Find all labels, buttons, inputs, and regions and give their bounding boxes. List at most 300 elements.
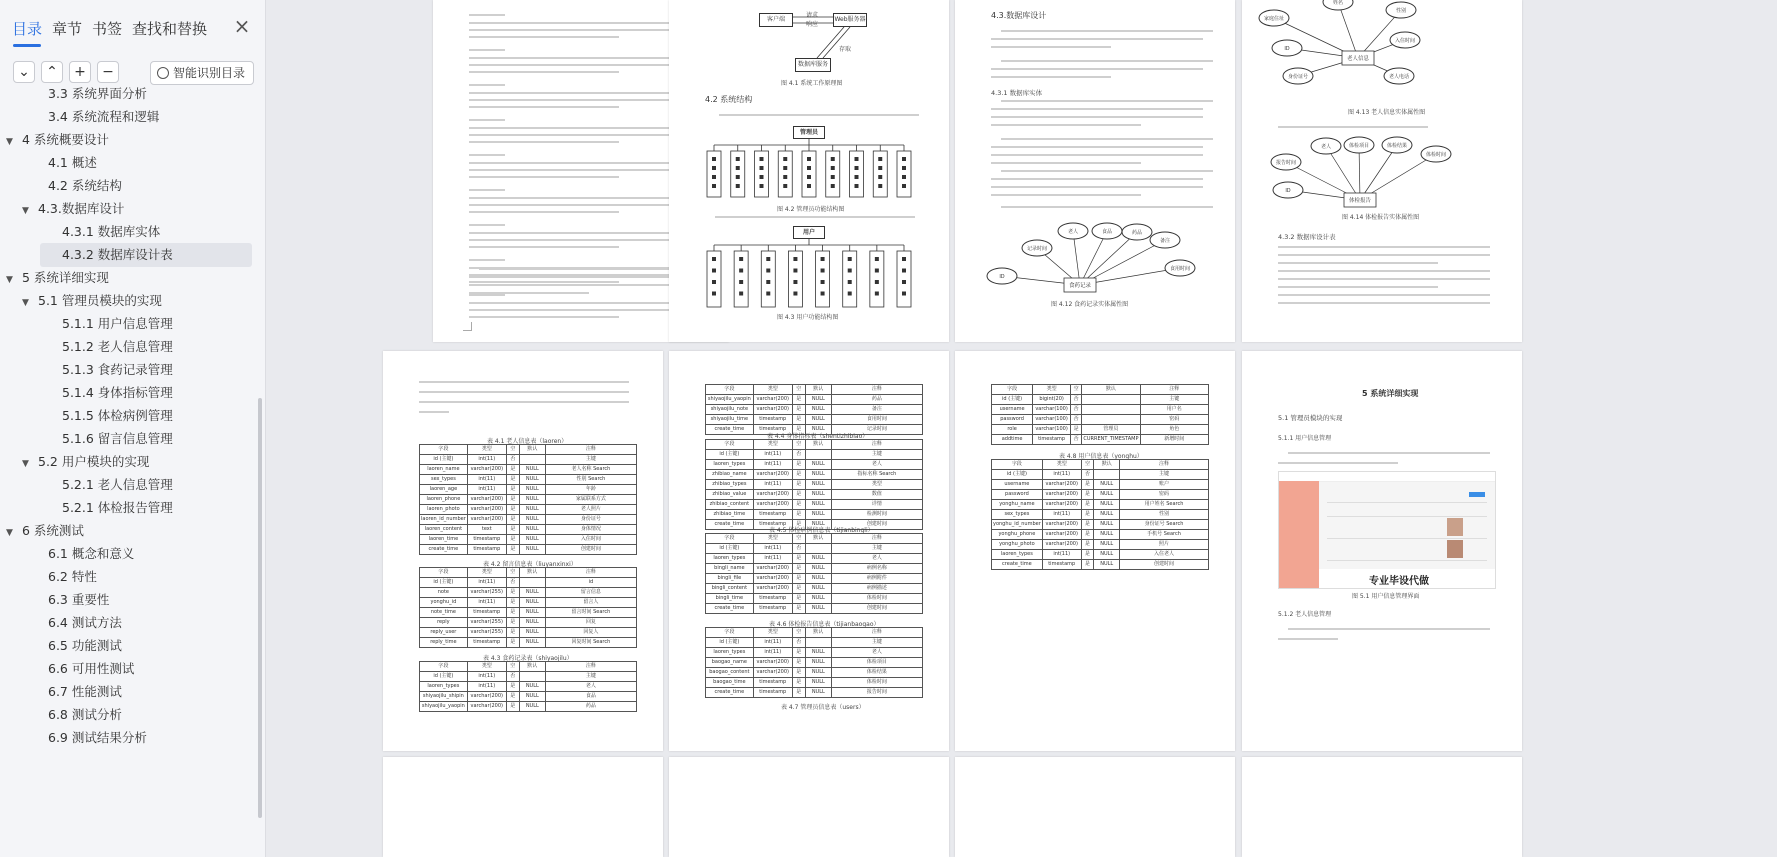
toc-item[interactable] <box>62 428 173 450</box>
table-row <box>706 594 923 604</box>
toc-item[interactable] <box>48 589 109 611</box>
expand-toggle-icon[interactable]: ▼ <box>6 528 13 538</box>
table-cell: bingli_content <box>706 584 754 594</box>
toc-item[interactable] <box>62 221 160 243</box>
table-cell: zhibiao_types <box>706 480 754 490</box>
table-row <box>420 505 637 515</box>
toc-item-label: 6.7 性能测试 <box>48 684 122 699</box>
table-cell: NULL <box>1094 500 1120 510</box>
expand-toggle-icon[interactable]: ▼ <box>22 206 29 216</box>
table-header-cell: 字段 <box>706 628 754 638</box>
table-cell: zhibiao_time <box>706 510 754 520</box>
text-line <box>991 68 1203 70</box>
table-cell: 类型 <box>831 480 922 490</box>
table-cell: 食用时间 <box>831 415 922 425</box>
screenshot-figure <box>1278 471 1496 589</box>
table-row <box>992 395 1209 405</box>
text-line <box>991 108 1203 110</box>
table-cell: 身体情况 <box>545 525 636 535</box>
toc-item[interactable] <box>48 106 159 128</box>
chevron-up-icon: ⌃ <box>46 64 58 80</box>
table-cell: id (主键) <box>992 470 1043 480</box>
table-cell: NULL <box>519 628 545 638</box>
table-cell: 主键 <box>1120 470 1209 480</box>
table-cell: varchar(255) <box>467 588 506 598</box>
table-cell: sex_types <box>420 475 468 485</box>
toc-item-label: 3.3 系统界面分析 <box>48 86 147 101</box>
text-line <box>991 186 1203 188</box>
table-cell: NULL <box>805 648 831 658</box>
toc-item[interactable] <box>48 635 122 657</box>
table-cell: varchar(200) <box>467 702 506 712</box>
add-heading-button[interactable] <box>69 61 91 83</box>
toc-item-label: 5.2 用户模块的实现 <box>38 454 150 469</box>
table-header-cell: 类型 <box>1042 460 1081 470</box>
table-cell: 是 <box>506 465 519 475</box>
table-cell: NULL <box>519 515 545 525</box>
table-header-row <box>992 460 1209 470</box>
table-cell: zhibiao_content <box>706 500 754 510</box>
expand-all-button[interactable] <box>41 61 63 83</box>
toc-item[interactable] <box>62 474 173 496</box>
toc-scrollbar[interactable] <box>258 398 262 818</box>
table-cell: int(11) <box>753 638 792 648</box>
toc-item[interactable] <box>48 727 147 749</box>
table-cell: 是 <box>1081 550 1094 560</box>
table-cell: NULL <box>805 510 831 520</box>
text-line <box>469 134 691 136</box>
table-row <box>420 535 637 545</box>
table-laoren <box>419 444 637 555</box>
toc-item-label: 5.1.5 体检病例管理 <box>62 408 173 423</box>
table-cell: 老人 <box>545 682 636 692</box>
table-cell <box>1082 405 1140 415</box>
toc-item[interactable] <box>62 336 173 358</box>
toc-item[interactable] <box>48 681 122 703</box>
table-cell: zhibiao_value <box>706 490 754 500</box>
text-line <box>469 204 691 206</box>
table-cell: 创建时间 <box>1120 560 1209 570</box>
toc-item[interactable] <box>48 704 122 726</box>
table-cell: int(11) <box>753 450 792 460</box>
table-shiyaojilu-continued <box>705 384 923 435</box>
table-header-row <box>420 568 637 578</box>
table-cell: 否 <box>506 578 519 588</box>
table-cell: yonghu_phone <box>992 530 1043 540</box>
table-cell: yonghu_id <box>420 598 468 608</box>
table-cell: 密码 <box>1140 415 1209 425</box>
text-line <box>469 14 505 16</box>
toc-item[interactable] <box>48 612 122 634</box>
edge-label-request: 请求 <box>806 12 819 19</box>
table-cell: NULL <box>805 470 831 480</box>
figure-caption: 图 4.2 管理员功能结构图 <box>777 206 845 213</box>
table-row <box>420 598 637 608</box>
table-row <box>420 638 637 648</box>
table-cell: addtime <box>992 435 1033 445</box>
text-line <box>469 64 691 66</box>
text-line <box>469 276 691 278</box>
table-cell: NULL <box>805 584 831 594</box>
toc-item-label: 6.4 测试方法 <box>48 615 122 630</box>
table-cell: 是 <box>1081 540 1094 550</box>
table-cell: reply_user <box>420 628 468 638</box>
toc-item[interactable] <box>62 313 173 335</box>
document-page-8[interactable] <box>1242 351 1522 751</box>
document-page-10[interactable] <box>669 757 949 857</box>
table-row <box>420 475 637 485</box>
screenshot-photo <box>1447 540 1463 558</box>
table-row <box>706 500 923 510</box>
smart-recognize-toc-button[interactable] <box>150 61 254 85</box>
close-panel-button[interactable]: × <box>233 14 251 38</box>
text-line <box>469 292 589 294</box>
table-cell: 留言信息 <box>545 588 636 598</box>
table-cell: int(11) <box>467 682 506 692</box>
toc-item[interactable] <box>22 451 149 473</box>
table-cell: 是 <box>506 485 519 495</box>
text-line <box>1288 628 1490 630</box>
toc-item[interactable] <box>48 543 134 565</box>
table-cell: 是 <box>506 598 519 608</box>
table-cell: 家属联系方式 <box>545 495 636 505</box>
table-cell: NULL <box>519 608 545 618</box>
table-cell: laoren_types <box>706 554 754 564</box>
toc-item-label: 5.1.2 老人信息管理 <box>62 339 173 354</box>
table-cell: 病例附件 <box>831 574 922 584</box>
table-cell: reply_time <box>420 638 468 648</box>
table-header-cell: 默认 <box>805 385 831 395</box>
text-line <box>479 268 693 270</box>
er-attribute-label: 体检项目 <box>1348 143 1370 149</box>
toc-item-label: 5.1.3 食药记录管理 <box>62 362 173 377</box>
toc-item-label: 5.1.1 用户信息管理 <box>62 316 173 331</box>
figure-caption: 图 5.1 用户信息管理界面 <box>1352 593 1420 600</box>
text-line <box>469 232 691 234</box>
expand-toggle-icon[interactable]: ▼ <box>6 275 13 285</box>
table-row <box>992 405 1209 415</box>
page-corner-mark <box>463 322 472 331</box>
toc-item-label: 5 系统详细实现 <box>22 270 109 285</box>
table-cell: NULL <box>1094 480 1120 490</box>
table-cell: NULL <box>805 490 831 500</box>
document-page-5[interactable] <box>383 351 663 751</box>
screenshot-row <box>1327 516 1487 517</box>
table-cell: 是 <box>506 702 519 712</box>
table-row <box>706 480 923 490</box>
toc-item[interactable] <box>48 658 134 680</box>
toc-item[interactable] <box>6 520 84 542</box>
table-cell: 老人 <box>831 460 922 470</box>
table-cell: note_time <box>420 608 468 618</box>
text-line <box>469 84 505 86</box>
toc-item[interactable] <box>48 83 147 105</box>
toc-item[interactable] <box>62 244 173 266</box>
text-line <box>1278 286 1438 288</box>
table-cell: int(11) <box>753 480 792 490</box>
text-line <box>1278 278 1490 280</box>
table-header-cell: 空 <box>792 440 805 450</box>
table-cell: varchar(200) <box>753 470 792 480</box>
table-cell: 回复 <box>545 618 636 628</box>
er-entity-label: 食药记录 <box>1068 283 1092 289</box>
text-line <box>991 146 1203 148</box>
table-cell: 主键 <box>831 638 922 648</box>
table-cell: NULL <box>805 554 831 564</box>
table-row <box>420 465 637 475</box>
text-line <box>469 29 691 31</box>
table-cell: 留言人 <box>545 598 636 608</box>
table-cell: 主键 <box>545 672 636 682</box>
text-line <box>1001 170 1213 172</box>
table-cell: int(11) <box>753 544 792 554</box>
table-cell: varchar(255) <box>467 618 506 628</box>
admin-structure-tree <box>669 139 949 199</box>
table-cell: varchar(200) <box>467 515 506 525</box>
table-cell: 是 <box>792 648 805 658</box>
toc-item[interactable] <box>22 290 162 312</box>
table-cell: 账户 <box>1120 480 1209 490</box>
tab-chapters[interactable]: 章节 <box>52 20 83 38</box>
table-cell: 是 <box>792 574 805 584</box>
table-cell: NULL <box>519 618 545 628</box>
table-cell: 药品 <box>545 702 636 712</box>
table-cell: 否 <box>1071 395 1082 405</box>
table-row <box>706 678 923 688</box>
table-caption: 表 4.8 用户信息表（yonghu） <box>1059 453 1143 460</box>
text-line <box>419 411 449 413</box>
table-cell: 是 <box>792 584 805 594</box>
toc-item[interactable] <box>62 497 173 519</box>
table-header-cell: 类型 <box>1033 385 1071 395</box>
table-cell: 是 <box>792 594 805 604</box>
table-header-cell: 字段 <box>992 385 1033 395</box>
er-attribute-label: 老人 <box>1067 229 1079 235</box>
table-cell: NULL <box>519 598 545 608</box>
er-attribute-label: ID <box>1284 46 1290 52</box>
table-row <box>992 415 1209 425</box>
table-cell: NULL <box>1094 510 1120 520</box>
table-header-cell: 注释 <box>831 385 922 395</box>
table-cell: NULL <box>805 425 831 435</box>
table-cell: 体检时间 <box>831 594 922 604</box>
text-line <box>469 284 691 286</box>
table-cell: 是 <box>792 415 805 425</box>
table-cell: varchar(200) <box>1042 520 1081 530</box>
table-cell: NULL <box>519 588 545 598</box>
table-cell: 用户姓名 Search <box>1120 500 1209 510</box>
collapse-all-button[interactable] <box>13 61 35 83</box>
table-cell: NULL <box>805 688 831 698</box>
table-cell: 否 <box>1081 470 1094 480</box>
table-cell: NULL <box>805 480 831 490</box>
table-cell: varchar(200) <box>467 465 506 475</box>
toc-item[interactable] <box>48 175 122 197</box>
toc-item[interactable] <box>62 382 173 404</box>
toc-item-label: 4 系统概要设计 <box>22 132 109 147</box>
toc-item-label: 4.1 概述 <box>48 155 97 170</box>
er-attribute-label: 老人电话 <box>1388 74 1410 80</box>
text-line <box>991 38 1203 40</box>
table-row <box>420 682 637 692</box>
text-line <box>1001 100 1213 102</box>
user-structure-tree <box>669 239 949 309</box>
document-page-6[interactable] <box>669 351 949 751</box>
table-cell: 主键 <box>1140 395 1209 405</box>
table-cell: 是 <box>1071 425 1082 435</box>
table-cell: 主键 <box>545 455 636 465</box>
table-cell <box>1082 415 1140 425</box>
table-cell: 照片 <box>1120 540 1209 550</box>
section-heading: 4.3.数据库设计 <box>991 11 1047 20</box>
toc-item[interactable] <box>6 267 109 289</box>
table-cell: 病例名称 <box>831 564 922 574</box>
er-attribute-label: 药品 <box>1131 230 1143 236</box>
tab-find-replace[interactable]: 查找和替换 <box>132 20 208 38</box>
document-workspace <box>266 0 1777 857</box>
table-caption: 表 4.5 体检病例信息表（tijianbingli） <box>769 527 874 534</box>
text-line <box>991 116 1203 118</box>
text-line <box>419 391 629 393</box>
table-row <box>992 470 1209 480</box>
table-row <box>706 638 923 648</box>
table-cell: shiyaojilu_yaopin <box>420 702 468 712</box>
table-cell: 主键 <box>831 544 922 554</box>
table-cell: 角色 <box>1140 425 1209 435</box>
table-cell: 是 <box>1081 520 1094 530</box>
document-page-7[interactable] <box>955 351 1235 751</box>
text-line <box>991 76 1111 78</box>
table-caption: 表 4.1 老人信息表（laoren） <box>487 438 568 445</box>
toc-item[interactable] <box>62 359 173 381</box>
text-line <box>469 176 619 178</box>
toc-item[interactable] <box>62 405 173 427</box>
table-cell: laoren_types <box>992 550 1043 560</box>
table-header-cell: 注释 <box>831 534 922 544</box>
text-line <box>419 381 629 383</box>
table-header-cell: 空 <box>792 385 805 395</box>
toc-item[interactable] <box>48 152 97 174</box>
table-cell: NULL <box>519 682 545 692</box>
toc-item[interactable] <box>22 198 124 220</box>
screenshot-photo <box>1447 518 1463 536</box>
table-row <box>420 525 637 535</box>
elder-info-er-diagram <box>1242 0 1522 105</box>
remove-heading-button[interactable] <box>97 61 119 83</box>
text-line <box>991 178 1203 180</box>
table-header-row <box>420 445 637 455</box>
smart-recognize-label: 智能识别目录 <box>173 66 246 80</box>
er-attribute-label: 体检结果 <box>1386 143 1408 149</box>
table-cell: varchar(200) <box>1042 500 1081 510</box>
screenshot-sidebar <box>1279 481 1319 588</box>
table-cell: 数值 <box>831 490 922 500</box>
table-cell: shiyaojilu_note <box>706 405 754 415</box>
document-page-11[interactable] <box>955 757 1235 857</box>
text-line <box>469 141 619 143</box>
table-cell: varchar(200) <box>467 505 506 515</box>
table-row <box>420 588 637 598</box>
document-page-4[interactable] <box>1242 0 1522 342</box>
table-cell: create_time <box>706 688 754 698</box>
table-cell: timestamp <box>753 688 792 698</box>
figure-caption: 图 4.12 食药记录实体属性图 <box>1051 301 1129 308</box>
table-cell: 回复时间 Search <box>545 638 636 648</box>
table-header-cell: 字段 <box>706 440 754 450</box>
toc-item[interactable] <box>6 129 109 151</box>
er-attribute-label: 食用时间 <box>1169 266 1191 272</box>
toc-item[interactable] <box>48 566 97 588</box>
table-cell: 创建时间 <box>545 545 636 555</box>
text-line <box>1278 126 1428 128</box>
expand-toggle-icon[interactable]: ▼ <box>22 298 29 308</box>
panel-tabs <box>0 0 266 58</box>
document-page-12[interactable] <box>1242 757 1522 857</box>
table-row <box>706 415 923 425</box>
exam-report-er-diagram <box>1242 134 1522 210</box>
expand-toggle-icon[interactable]: ▼ <box>22 459 29 469</box>
screenshot-button <box>1469 492 1485 497</box>
table-row <box>706 490 923 500</box>
text-line <box>469 92 691 94</box>
table-cell: laoren_id_number <box>420 515 468 525</box>
text-line <box>469 224 505 226</box>
table-cell: 否 <box>1071 405 1082 415</box>
text-line <box>469 169 691 171</box>
table-cell: 是 <box>792 395 805 405</box>
text-line <box>719 114 919 116</box>
text-line <box>469 127 691 129</box>
tab-outline[interactable]: 目录 <box>12 20 43 38</box>
table-cell: NULL <box>519 702 545 712</box>
table-row <box>992 560 1209 570</box>
table-cell: 用户名 <box>1140 405 1209 415</box>
table-cell: 检测时间 <box>831 510 922 520</box>
table-cell: varchar(200) <box>753 564 792 574</box>
tab-bookmarks[interactable]: 书签 <box>92 20 123 38</box>
table-header-row <box>706 385 923 395</box>
table-caption: 表 4.6 体检报告信息表（tijianbaogao） <box>769 621 880 628</box>
table-cell: 否 <box>792 638 805 648</box>
table-cell: id (主键) <box>706 544 754 554</box>
table-cell: NULL <box>805 668 831 678</box>
document-page-2[interactable] <box>669 0 949 342</box>
table-cell: varchar(200) <box>467 495 506 505</box>
section-heading: 5.1 管理员模块的实现 <box>1278 414 1343 422</box>
text-line <box>1278 302 1490 304</box>
screenshot-row <box>1327 538 1487 539</box>
table-cell: NULL <box>805 415 831 425</box>
subsection-heading: 4.3.2 数据库设计表 <box>1278 233 1336 241</box>
text-line <box>991 46 1111 48</box>
table-liuyanxinxi <box>419 567 637 648</box>
table-row <box>420 628 637 638</box>
er-entity-label: 老人信息 <box>1346 56 1370 62</box>
table-row <box>420 578 637 588</box>
document-page-9[interactable] <box>383 757 663 857</box>
expand-toggle-icon[interactable]: ▼ <box>6 137 13 147</box>
table-cell: 是 <box>1081 490 1094 500</box>
table-cell: 创建时间 <box>831 520 922 530</box>
table-caption: 表 4.7 管理员信息表（users） <box>781 704 865 711</box>
document-page-3[interactable] <box>955 0 1235 342</box>
table-header-cell: 字段 <box>706 385 754 395</box>
figure-caption: 图 4.3 用户功能结构图 <box>777 314 839 321</box>
table-cell: 性别 Search <box>545 475 636 485</box>
table-cell: shiyaojilu_yaopin <box>706 395 754 405</box>
table-header-cell: 空 <box>792 628 805 638</box>
table-row <box>706 510 923 520</box>
